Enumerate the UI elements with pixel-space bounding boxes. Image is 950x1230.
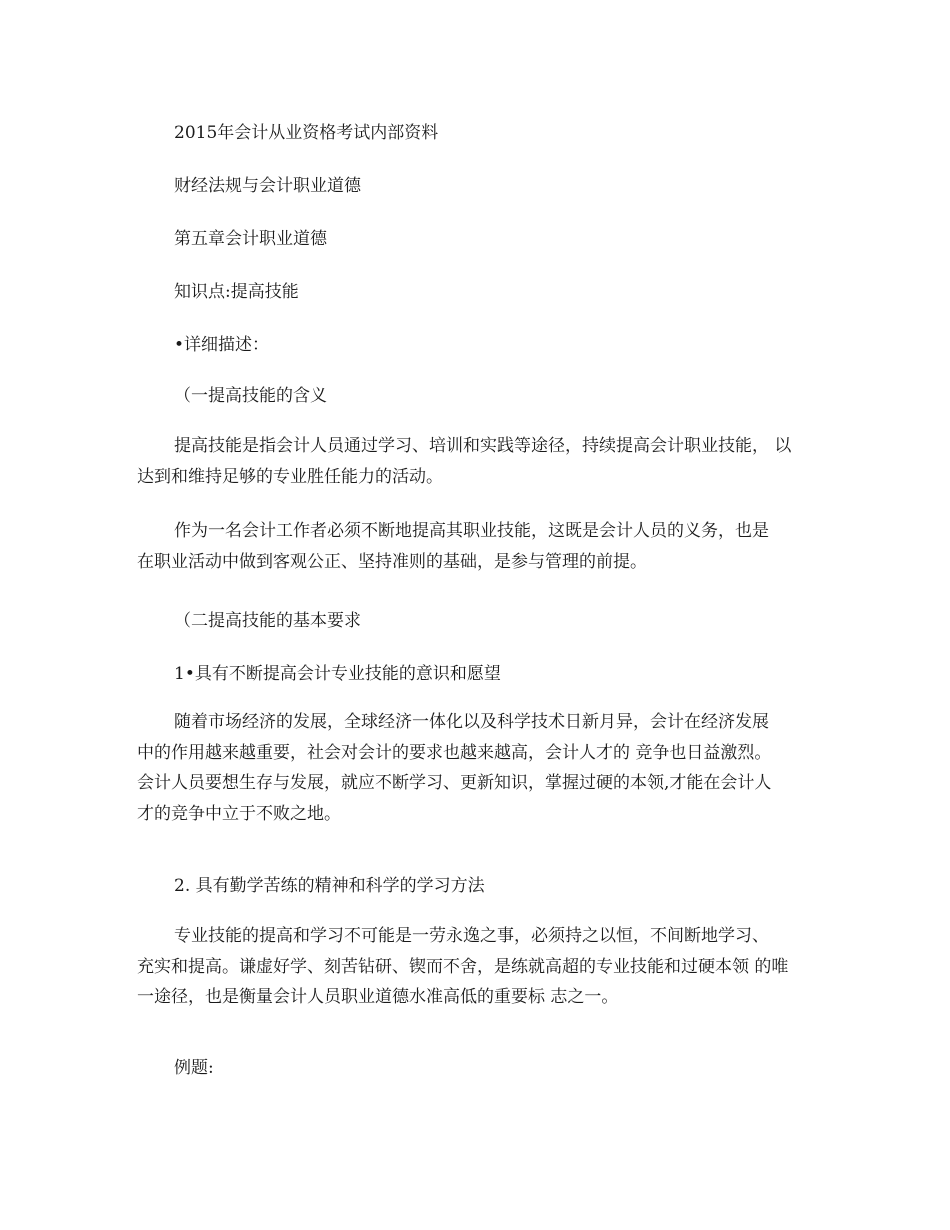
paragraph-1 [137,431,791,492]
paragraph-3-line-1: 随着市场经济的发展，全球经济一体化以及科学技术日新月异，会计在经济发展 [174,712,769,732]
paragraph-3-line-2: 中的作用越来越重要，社会对会计的要求也越来越高，会计人才的 竞争也日益激烈。 [137,742,772,763]
paragraph-2-line-2: 在职业活动中做到客观公正、坚持准则的基础，是参与管理的前提。 [137,551,647,572]
paragraph-3-line-4: 才的竞争中立于不败之地。 [137,803,341,824]
knowledge-point: 知识点:提高技能 [174,282,299,302]
example-label: 例题: [174,1058,214,1078]
section-2-heading: （二提高技能的基本要求 [174,611,361,631]
paragraph-3 [137,707,771,829]
item-2-heading: 2. 具有勤学苦练的精神和科学的学习方法 [174,876,485,896]
paragraph-2-line-1: 作为一名会计工作者必须不断地提高其职业技能，这既是会计人员的义务，也是 [174,521,769,541]
paragraph-4-line-3: 一途径，也是衡量会计人员职业道德水准高低的重要标 志之一。 [137,987,619,1007]
paragraph-4-line-1: 专业技能的提高和学习不可能是一劳永逸之事，必须持之以恒，不间断地学习、 [174,926,769,946]
paragraph-3-line-3: 会计人员要想生存与发展，就应不断学习、更新知识，掌握过硬的本领,才能在会计人 [137,773,772,793]
paragraph-1-line-2: 达到和维持足够的专业胜任能力的活动。 [137,466,443,487]
item-1-heading: 1•具有不断提高会计专业技能的意识和愿望 [174,664,501,684]
detail-label: •详细描述： [174,335,270,355]
paragraph-4-line-2: 充实和提高。谦虚好学、刻苦钻研、锲而不舍，是练就高超的专业技能和过硬本领 的唯 [137,956,789,977]
paragraph-4 [137,921,788,1013]
header-line-1: 2015年会计从业资格考试内部资料 [174,123,439,143]
section-1-heading: （一提高技能的含义 [174,386,327,406]
chapter-title: 第五章会计职业道德 [174,229,327,249]
paragraph-1-line-1: 提高技能是指会计人员通过学习、培训和实践等途径，持续提高会计职业技能， 以 [174,436,792,456]
paragraph-2 [137,516,769,577]
header-line-2: 财经法规与会计职业道德 [174,176,361,196]
